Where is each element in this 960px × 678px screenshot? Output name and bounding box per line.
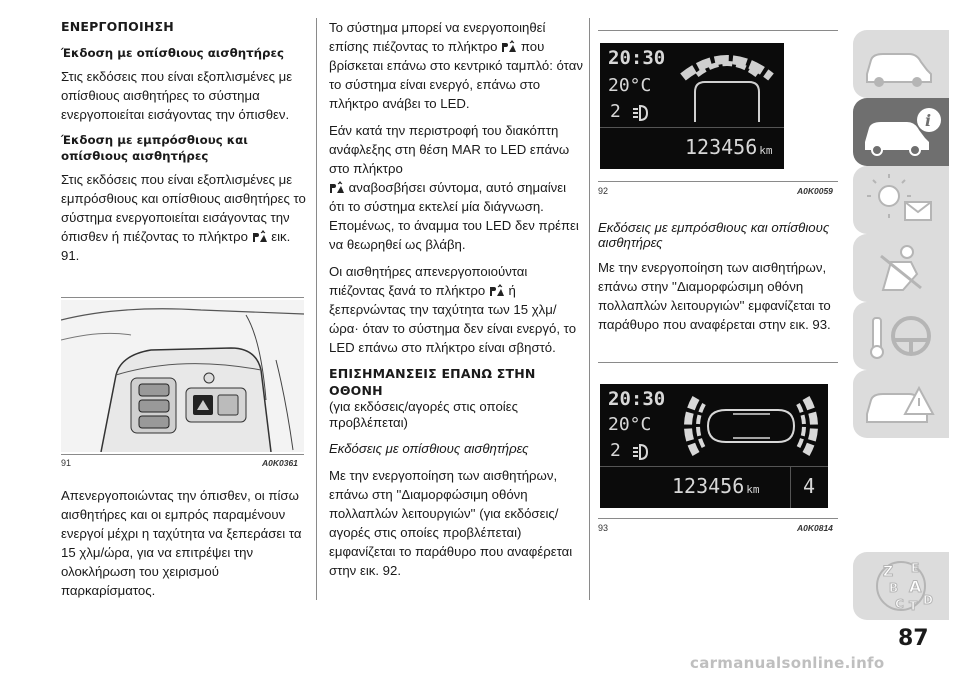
watermark: carmanualsonline.info (690, 654, 885, 672)
figure-divider (61, 297, 304, 298)
time-readout: 20:30 (608, 388, 666, 410)
parking-sensor-icon (252, 230, 268, 243)
tab-lights-warning[interactable] (853, 166, 949, 234)
paragraph: Στις εκδόσεις που είναι εξοπλισμένες με οπίσθιους αισθητήρες το σύστημα ενεργοποιείται εισάγοντας την όπισθεν. (61, 69, 293, 122)
figure-91-console-buttons (61, 300, 304, 452)
display-divider (790, 466, 791, 508)
parking-sensor-icon (329, 181, 345, 194)
car-emergency-icon (853, 370, 949, 438)
paragraph: Με την ενεργοποίηση των αισθητήρων, επάνω στη ''Διαμορφώσιμη οθόνη πολλαπλών λειτουργιών'' (για εκδόσεις/αγορές στις οποίες προβλέπεται) εμφανίζεται το παράθυρο που αναφέρεται στην εικ. 92. (329, 468, 573, 578)
gear-readout: 2 (610, 440, 621, 461)
time-readout: 20:30 (608, 47, 666, 69)
paragraph: Εάν κατά την περιστροφή του διακόπτη ανάφλεξης στη θέση MAR το LED επάνω στο πλήκτρο αναβοσβήσει σύντομα, αυτό σημαίνει ότι το σύστημα εκτελεί μία διάγνωση. Επομένως, το άναμμα του LED δεν πρέπει να θεωρηθεί ως βλάβη. (329, 123, 579, 252)
figure-code: A0K0059 (797, 186, 833, 196)
figure-divider (598, 518, 838, 519)
column-divider (589, 18, 590, 600)
column-divider (316, 18, 317, 600)
svg-text:C: C (895, 597, 904, 611)
tab-abc-index[interactable] (853, 552, 949, 620)
section-heading: ΕΝΕΡΓΟΠΟΙΗΣΗ (61, 19, 174, 34)
subheading-front-rear: Έκδοση με εμπρόσθιους και οπίσθιους αισθητήρες (61, 133, 248, 163)
trip-readout: 4 (803, 474, 816, 498)
figure-number: 92 (598, 186, 609, 196)
figure-number: 93 (598, 523, 609, 533)
figure-divider (61, 454, 304, 455)
tab-car-info[interactable] (853, 98, 949, 166)
figure-code: A0K0814 (797, 523, 833, 533)
right-column (598, 220, 843, 342)
figure-code: A0K0361 (262, 458, 298, 468)
parking-sensor-icon (489, 284, 505, 297)
middle-column (329, 18, 584, 588)
car-info-icon (853, 98, 949, 166)
subheading-rear: Έκδοση με οπίσθιους αισθητήρες (61, 46, 285, 60)
steering-key-icon (853, 302, 949, 370)
temperature-readout: 20°C (608, 75, 652, 96)
tab-steering-start[interactable] (853, 302, 949, 370)
paragraph: Το σύστημα μπορεί να ενεργοποιηθεί επίσης πιέζοντας το πλήκτρο που βρίσκεται επάνω στο κεντρικό ταμπλό: όταν το σύστημα είναι ενεργό, επάνω στο πλήκτρο ανάβει το LED. (329, 20, 583, 111)
left-column (61, 18, 311, 273)
page-number: 87 (898, 626, 929, 651)
dashboard-icon (853, 30, 949, 98)
temperature-readout: 20°C (608, 414, 652, 435)
odometer-readout: 123456 km (685, 135, 773, 159)
odometer-readout: 123456 km (672, 474, 760, 498)
gear-readout: 2 (610, 101, 621, 122)
paragraph: Στις εκδόσεις που είναι εξοπλισμένες με εμπρόσθιους και οπίσθιους αισθητήρες το σύστημα ενεργοποιείται εισάγοντας την όπισθεν ή πιέζοντας το πλήκτρο εικ. 91. (61, 172, 306, 263)
tab-car-emergency[interactable] (853, 370, 949, 438)
display-divider (600, 127, 784, 128)
svg-text:T: T (909, 599, 918, 613)
paragraph: Απενεργοποιώντας την όπισθεν, οι πίσω αισθητήρες και οι εμπρός παραμένουν ενεργοί μέχρι η ταχύτητα να ξεπεράσει τα 15 χλμ/ώρα, για να επιτρέψει την ολοκλήρωση του χειρισμού παρκαρίσματος. (61, 488, 302, 598)
svg-text:D: D (923, 593, 933, 607)
svg-text:Z: Z (883, 564, 894, 580)
alphabet-index-icon (853, 552, 949, 620)
left-column-lower (61, 486, 311, 608)
section-heading: ΕΠΙΣΗΜΑΝΣΕΙΣ ΕΠΑΝΩ ΣΤΗΝ ΟΘΟΝΗ (329, 366, 536, 398)
display-divider (600, 466, 828, 467)
paragraph: Με την ενεργοποίηση των αισθητήρων, επάνω στην ''Διαμορφώσιμη οθόνη πολλαπλών λειτουργιών'' εμφανίζεται το παράθυρο που αναφέρεται στην εικ. 93. (598, 260, 831, 332)
figure-divider (598, 362, 838, 363)
tab-dashboard[interactable] (853, 30, 949, 98)
light-indicator-icon (630, 103, 650, 123)
tab-airbag-safety[interactable] (853, 234, 949, 302)
italic-subheading: Εκδόσεις με οπίσθιους αισθητήρες (329, 441, 529, 456)
figure-divider (598, 181, 838, 182)
italic-subheading: Εκδόσεις με εμπρόσθιους και οπίσθιους αισθητήρες (598, 220, 830, 250)
front-rear-sensor-icon (678, 392, 824, 460)
rear-sensor-arc-icon (675, 47, 779, 125)
light-indicator-icon (630, 442, 650, 462)
svg-text:A: A (909, 577, 922, 596)
display-fig93 (600, 384, 828, 508)
display-fig92 (600, 43, 784, 169)
airbag-icon (853, 234, 949, 302)
warning-light-icon (853, 166, 949, 234)
heading-note: (για εκδόσεις/αγορές στις οποίες προβλέπεται) (329, 399, 518, 430)
figure-divider (598, 30, 838, 31)
parking-sensor-icon (501, 40, 517, 53)
svg-text:i: i (925, 111, 932, 130)
figure-number: 91 (61, 458, 72, 468)
svg-text:E: E (911, 561, 920, 575)
svg-text:B: B (889, 581, 899, 595)
paragraph: Οι αισθητήρες απενεργοποιούνται πιέζοντας ξανά το πλήκτρο ή ξεπερνώντας την ταχύτητα των 15 χλμ/ώρα· όταν το σύστημα δεν είναι ενεργό, το LED επάνω στο πλήκτρο είναι σβηστό. (329, 264, 577, 355)
